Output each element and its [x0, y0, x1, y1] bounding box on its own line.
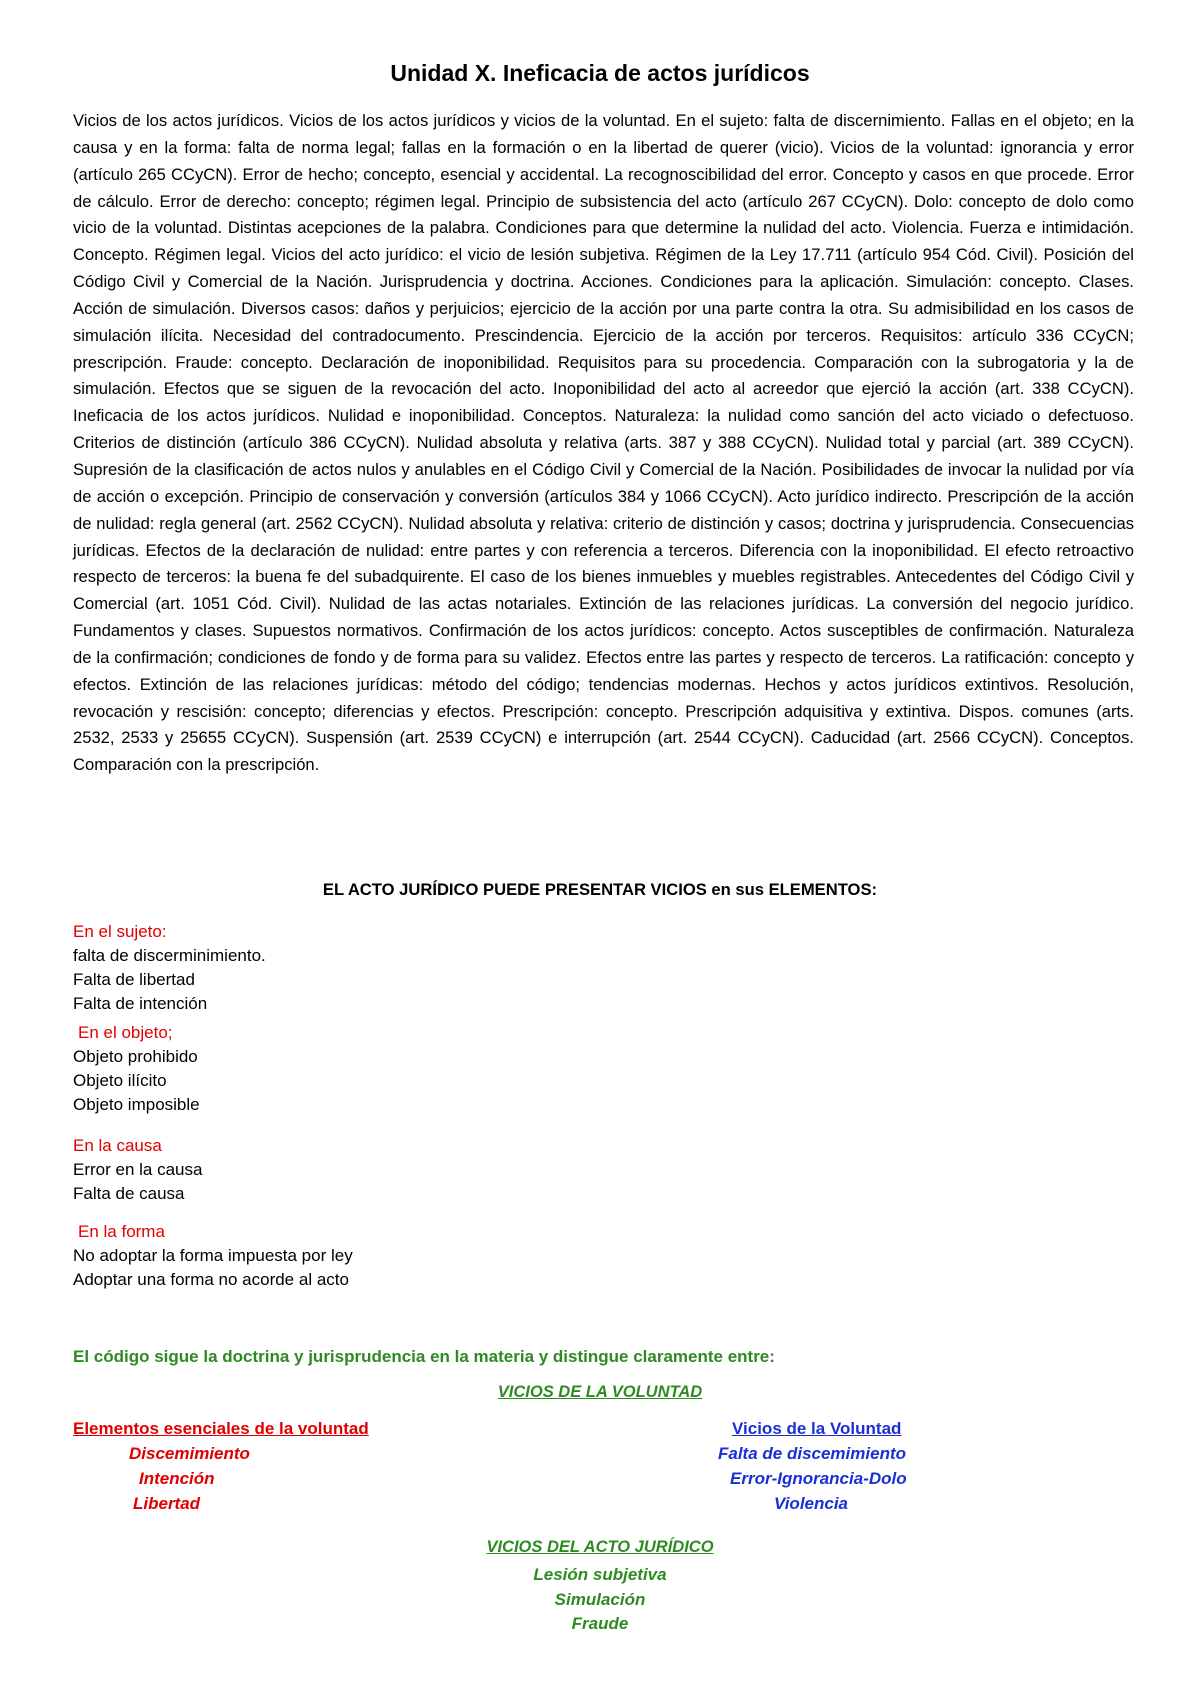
- section-title: En el objeto;: [78, 1023, 173, 1042]
- section-forma: [73, 1220, 353, 1292]
- section-sujeto: [73, 920, 266, 1016]
- column-heading: [73, 1416, 369, 1441]
- list-item: Objeto ilícito: [73, 1071, 167, 1090]
- list-item: Error-Ignorancia-Dolo: [730, 1469, 907, 1488]
- intro-paragraph: Vicios de los actos jurídicos. Vicios de los actos jurídicos y vicios de la voluntad. En el sujeto: falta de discernimiento. Fallas en el objeto; en la causa y en la forma: falta de norma legal; fallas en la formación o en la libertad de querer (vicio). Vicios de la voluntad: ignorancia y error (artículo 265 CCyCN). Error de hecho; concepto, esencial y accidental. La recognoscibilidad del error. Concepto y casos en que procede. Error de cálculo. Error de derecho: concepto; régimen legal. Principio de subsistencia del acto (artículo 267 CCyCN). Dolo: concepto de dolo como vicio de la voluntad. Distintas acepciones de la palabra. Condiciones para que determine la nulidad del acto. Violencia. Fuerza e intimidación. Concepto. Régimen legal. Vicios del acto jurídico: el vicio de lesión subjetiva. Régimen de la Ley 17.711 (artículo 954 Cód. Civil). Posición del Código Civil y Comercial de la Nación. Jurisprudencia y doctrina. Acciones. Condiciones para la aplicación. Simulación: concepto. Clases. Acción de simulación. Diversos casos: daños y perjuicios; ejercicio de la acción por una parte contra la otra. Su admisibilidad en los casos de simulación ilícita. Necesidad del contradocumento. Prescindencia. Ejercicio de la acción por terceros. Requisitos: artículo 336 CCyCN; prescripción. Fraude: concepto. Declaración de inoponibilidad. Requisitos para su procedencia. Comparación con la subrogatoria y la de simulación. Efectos que se siguen de la revocación del acto. Inoponibilidad del acto al acreedor que ejerció la acción (art. 338 CCyCN). Ineficacia de los actos jurídicos. Nulidad e inoponibilidad. Conceptos. Naturaleza: la nulidad como sanción del acto viciado o defectuoso. Criterios de distinción (artículo 386 CCyCN). Nulidad absoluta y relativa (arts. 387 y 388 CCyCN). Nulidad total y parcial (art. 389 CCyCN). Supresión de la clasificación de actos nulos y anulables en el Código Civil y Comercial de la Nación. Posibilidades de invocar la nulidad por vía de acción o excepción. Principio de conservación y conversión (artículos 384 y 1066 CCyCN). Acto jurídico indirecto. Prescripción de la acción de nulidad: regla general (art. 2562 CCyCN). Nulidad absoluta y relativa: criterio de distinción y casos; doctrina y jurisprudencia. Consecuencias jurídicas. Efectos de la declaración de nulidad: entre partes y con referencia a terceros. Diferencia con la inoponibilidad. El efecto retroactivo respecto de terceros: la buena fe del subadquirente. El caso de los bienes inmuebles y muebles registrables. Antecedentes del Código Civil y Comercial (art. 1051 Cód. Civil). Nulidad de las actas notariales. Extinción de las relaciones jurídicas. La conversión del negocio jurídico. Fundamentos y clases. Supuestos normativos. Confirmación de los actos jurídicos: concepto. Actos susceptibles de confirmación. Naturaleza de la confirmación; condiciones de fondo y de forma para su validez. Efectos entre las partes y respecto de terceros. La ratificación: concepto y efectos. Extinción de las relaciones jurídicas: método del código; tendencias modernas. Hechos y actos jurídicos extintivos. Resolución, revocación y rescisión: concepto; diferencias y efectos. Prescripción: concepto. Prescripción adquisitiva y extintiva. Dispos. comunes (arts. 2532, 2533 y 25655 CCyCN). Suspensión (art. 2539 CCyCN) e interrupción (art. 2544 CCyCN). Caducidad (art. 2566 CCyCN). Conceptos. Comparación con la prescripción.: [73, 111, 1134, 775]
- list-item: Fraude: [571, 1614, 629, 1633]
- elements-heading: EL ACTO JURÍDICO PUEDE PRESENTAR VICIOS en sus ELEMENTOS:: [322, 880, 878, 899]
- vicios-acto-heading: VICIOS DEL ACTO JURÍDICO: [486, 1538, 714, 1556]
- section-title: En la causa: [73, 1136, 162, 1155]
- column-heading-part1: Elementos esenciales: [73, 1419, 250, 1438]
- list-item: Lesión subjetiva: [533, 1565, 667, 1584]
- section-title: En la forma: [78, 1222, 165, 1241]
- list-item: Falta de intención: [73, 994, 208, 1013]
- list-item: Discemimiento: [129, 1444, 250, 1463]
- list-item: Intención: [139, 1469, 215, 1488]
- column-heading: Vicios de la Voluntad: [732, 1419, 902, 1438]
- list-item: Falta de causa: [73, 1184, 185, 1203]
- vicios-voluntad-column: [718, 1416, 907, 1516]
- list-item: Simulación: [554, 1589, 646, 1609]
- list-item: Violencia: [774, 1494, 849, 1513]
- list-item: falta de discerminimiento.: [73, 946, 266, 965]
- section-objeto: [73, 1021, 200, 1117]
- list-item: Libertad: [133, 1494, 201, 1513]
- column-heading-part2: de la voluntad: [254, 1419, 369, 1438]
- list-item: Falta de libertad: [73, 970, 195, 989]
- page-title: Unidad X. Ineficacia de actos jurídicos: [390, 60, 810, 86]
- code-statement: El código sigue la doctrina y jurisprudencia en la materia y distingue claramente entre:: [73, 1347, 775, 1366]
- list-item: Adoptar una forma no acorde al acto: [73, 1270, 349, 1289]
- list-item: Objeto prohibido: [73, 1047, 198, 1066]
- list-item: Objeto imposible: [73, 1095, 200, 1114]
- vicios-voluntad-heading: VICIOS DE LA VOLUNTAD: [497, 1383, 703, 1401]
- list-item: Error en la causa: [73, 1160, 203, 1179]
- elementos-esenciales-column: [73, 1416, 369, 1516]
- list-item: Falta de discemimiento: [718, 1444, 906, 1463]
- section-title: En el sujeto:: [73, 922, 167, 941]
- list-item: No adoptar la forma impuesta por ley: [73, 1246, 353, 1265]
- section-causa: [73, 1134, 202, 1206]
- vicios-acto-list: [0, 1563, 1200, 1637]
